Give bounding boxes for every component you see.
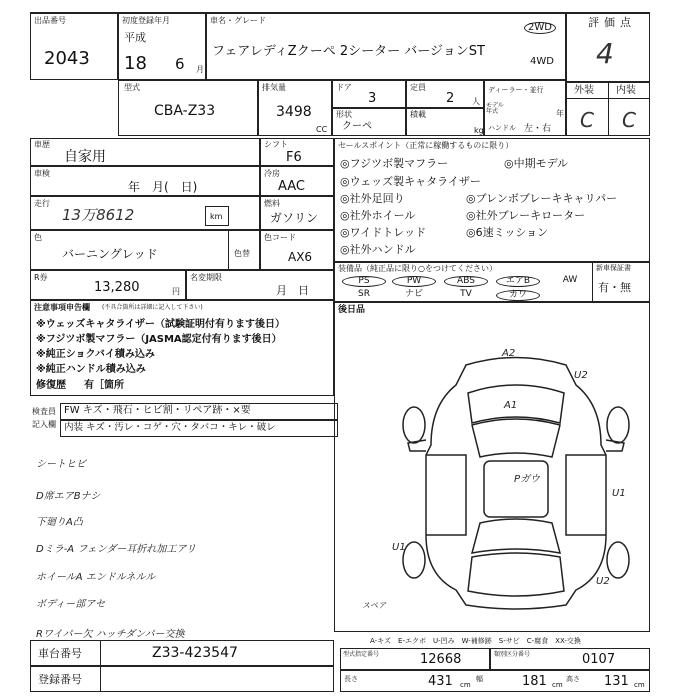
inspector-label-2: 記入欄	[32, 420, 56, 429]
shift-value: F6	[286, 150, 302, 165]
drive-4wd: 4WD	[530, 56, 554, 67]
equipment-new-divider	[592, 262, 593, 302]
equip-navi: ナビ	[404, 289, 423, 299]
ac-value: AAC	[278, 179, 305, 194]
damage-mark: A2	[502, 348, 516, 359]
inspector-label-1: 検査員	[32, 407, 56, 416]
color-change-divider	[228, 230, 229, 270]
color-code-value: AX6	[288, 250, 313, 264]
note-line: ※純正ショクバイ積み込み	[36, 349, 155, 360]
capacity-value: 2	[446, 91, 455, 106]
height-unit: cm	[634, 681, 645, 689]
model-no-value: 12668	[420, 652, 462, 667]
selling-point: ◎ワイドトレッド	[340, 226, 427, 239]
note-line: ※フジツボ製マフラー（JASMA認定付有ります後日）	[36, 334, 282, 345]
handwritten-note: ボディー部アセ	[36, 599, 106, 610]
inspector-interior: 内装 キズ・汚レ・コゲ・穴・タバコ・キレ・破レ	[64, 422, 276, 433]
handle-value: 左・右	[524, 124, 552, 134]
shape-label: 形状	[336, 110, 352, 119]
load-label: 積載	[410, 110, 426, 119]
length-unit: cm	[460, 681, 471, 689]
equipment-title: 装備品（純正品に限り○をつけてください）	[338, 264, 497, 273]
damage-mark: U2	[574, 370, 588, 381]
shape-value: クーペ	[342, 121, 372, 132]
ext-grade: C	[580, 108, 594, 132]
recycle-label: R券	[34, 273, 48, 282]
rating-value: 4	[596, 37, 614, 70]
handle-label: ハンドル	[488, 124, 516, 132]
height-value: 131	[604, 674, 629, 689]
length-value: 431	[428, 674, 453, 689]
selling-points-title: セールスポイント（正常に稼働するものに限り）	[338, 141, 514, 150]
recycle-value: 13,280	[94, 280, 140, 295]
int-grade: C	[622, 108, 636, 132]
handwritten-note: Rワイパー欠 ハッチダンパー交換	[36, 629, 185, 640]
capacity-unit: 人	[472, 97, 480, 106]
selling-point: ◎ブレンボブレーキキャリパー	[466, 192, 618, 205]
reg-number-label: 登録番号	[38, 673, 82, 686]
drive-2wd: 2WD	[524, 22, 556, 34]
door-value: 3	[368, 91, 377, 106]
chassis-value: Z33-423547	[152, 645, 238, 661]
new-warranty-label: 新車保証書	[596, 264, 631, 272]
damage-mark: A1	[504, 400, 518, 411]
damage-legend: A-キズ E-エクボ U-凹み W-補修跡 S-サビ C-腐食 XX-交換	[370, 637, 581, 645]
car-name: フェアレディZクーペ 2シーター バージョンST	[212, 44, 485, 59]
int-label: 内装	[616, 85, 636, 96]
color-change-label: 色替	[234, 249, 250, 258]
ext-int-hdivider	[566, 98, 650, 99]
history-value: 自家用	[64, 149, 106, 165]
door-label: ドア	[336, 83, 352, 92]
repair-label: 修復歴	[36, 380, 66, 391]
mileage-label: 走行	[34, 199, 50, 208]
new-warranty-value: 有・無	[598, 281, 631, 294]
note-line: ※純正ハンドル積み込み	[36, 364, 146, 375]
selling-point: ◎社外ホイール	[340, 209, 416, 222]
color-label: 色	[34, 233, 42, 242]
model-value: CBA-Z33	[154, 103, 216, 119]
selling-point: ◎中期モデル	[504, 157, 569, 170]
capacity-label: 定員	[410, 83, 426, 92]
cc-label: 排気量	[262, 83, 286, 92]
back-label: 後日品	[338, 305, 366, 315]
lot-label: 出品番号	[34, 16, 66, 25]
height-label: 高さ	[566, 675, 580, 683]
equip-aw: AW	[562, 275, 578, 285]
selling-point: ◎社外ブレーキローター	[466, 209, 586, 222]
width-label: 幅	[476, 675, 483, 683]
shift-label: シフト	[264, 140, 288, 149]
notes-box	[30, 300, 334, 396]
handwritten-note: Dミラ-A フェンダー耳折れ加工アリ	[36, 544, 197, 555]
equip-leather: カワ	[496, 290, 540, 301]
cc-value: 3498	[276, 104, 312, 120]
width-unit: cm	[552, 681, 563, 689]
damage-mark: U1	[612, 488, 626, 499]
width-value: 181	[522, 674, 547, 689]
equip-ps: PS	[342, 276, 386, 287]
damage-mark: U2	[596, 576, 610, 587]
model-year-label: モデル年式	[486, 102, 504, 115]
note-line: ※ウェッズキャタライザー（試験証明付有ります後日）	[36, 319, 286, 330]
handwritten-note: 下廻りA凸	[36, 517, 83, 528]
equip-tv: TV	[460, 289, 472, 299]
fuel-label: 燃料	[264, 199, 280, 208]
repair-value: 有［箇所	[84, 380, 124, 391]
name-change-value: 月 日	[276, 284, 309, 297]
equip-airbag: エアB	[496, 276, 540, 287]
equip-pw: PW	[392, 276, 436, 287]
fuel-value: ガソリン	[270, 211, 319, 225]
class-no-label: 類別区分番号	[494, 651, 531, 658]
inspection-value: 年 月( 日)	[128, 180, 198, 194]
model-no-label: 型式指定番号	[343, 651, 380, 658]
inspection-label: 車検	[34, 169, 50, 178]
handwritten-note: ホイールA エンドルネルル	[36, 572, 156, 583]
equip-abs: ABS	[444, 276, 488, 287]
class-no-value: 0107	[582, 652, 616, 667]
notes-title: 注意事項申告欄	[34, 303, 90, 312]
car-name-label: 車名・グレード	[210, 16, 266, 25]
history-label: 車歴	[34, 140, 50, 149]
inspector-fw: FW キズ・飛石・ヒビ割・リペア跡・×要	[64, 405, 251, 416]
era: 平成	[124, 31, 146, 44]
model-label: 型式	[124, 83, 140, 92]
damage-mark: スペア	[362, 601, 386, 610]
ext-int-divider	[608, 82, 609, 136]
ext-label: 外装	[574, 85, 594, 96]
mileage-unit: km	[210, 212, 223, 221]
color-code-label: 色コード	[264, 233, 296, 242]
chassis-label: 車台番号	[38, 647, 82, 660]
reg-label: 初度登録年月	[122, 16, 170, 25]
handwritten-note: シートヒビ	[36, 459, 86, 470]
selling-point: ◎ウェッズ製キャタライザー	[340, 175, 481, 188]
damage-mark: U1	[392, 542, 406, 553]
dealer-label: ディーラー・並行	[488, 86, 544, 94]
damage-mark: Pガウ	[514, 474, 541, 485]
cc-unit: CC	[316, 125, 328, 134]
selling-point: ◎社外ハンドル	[340, 243, 416, 256]
dealer-value: 年	[556, 109, 564, 118]
rating-label: 評価点	[588, 16, 636, 29]
equip-sr: SR	[358, 289, 370, 299]
reg-year: 18	[124, 53, 147, 74]
ac-label: 冷房	[264, 169, 280, 178]
recycle-unit: 円	[172, 287, 180, 296]
reg-month-unit: 月	[196, 65, 204, 74]
name-change-label: 名変期限	[190, 273, 222, 282]
reg-month: 6	[175, 55, 185, 73]
handwritten-note: D席エアBナシ	[36, 491, 101, 502]
load-unit: kg	[474, 126, 484, 135]
lot-number: 2043	[44, 48, 90, 69]
length-label: 長さ	[344, 675, 358, 683]
notes-subtitle: (不具合箇所は詳細に記入して下さい)	[102, 304, 203, 311]
selling-point: ◎フジツボ製マフラー	[340, 157, 449, 170]
selling-point: ◎6速ミッション	[466, 226, 549, 239]
selling-point: ◎社外足回り	[340, 192, 405, 205]
mileage-value: 13万8612	[62, 206, 135, 224]
color-value: バーニングレッド	[62, 247, 158, 261]
